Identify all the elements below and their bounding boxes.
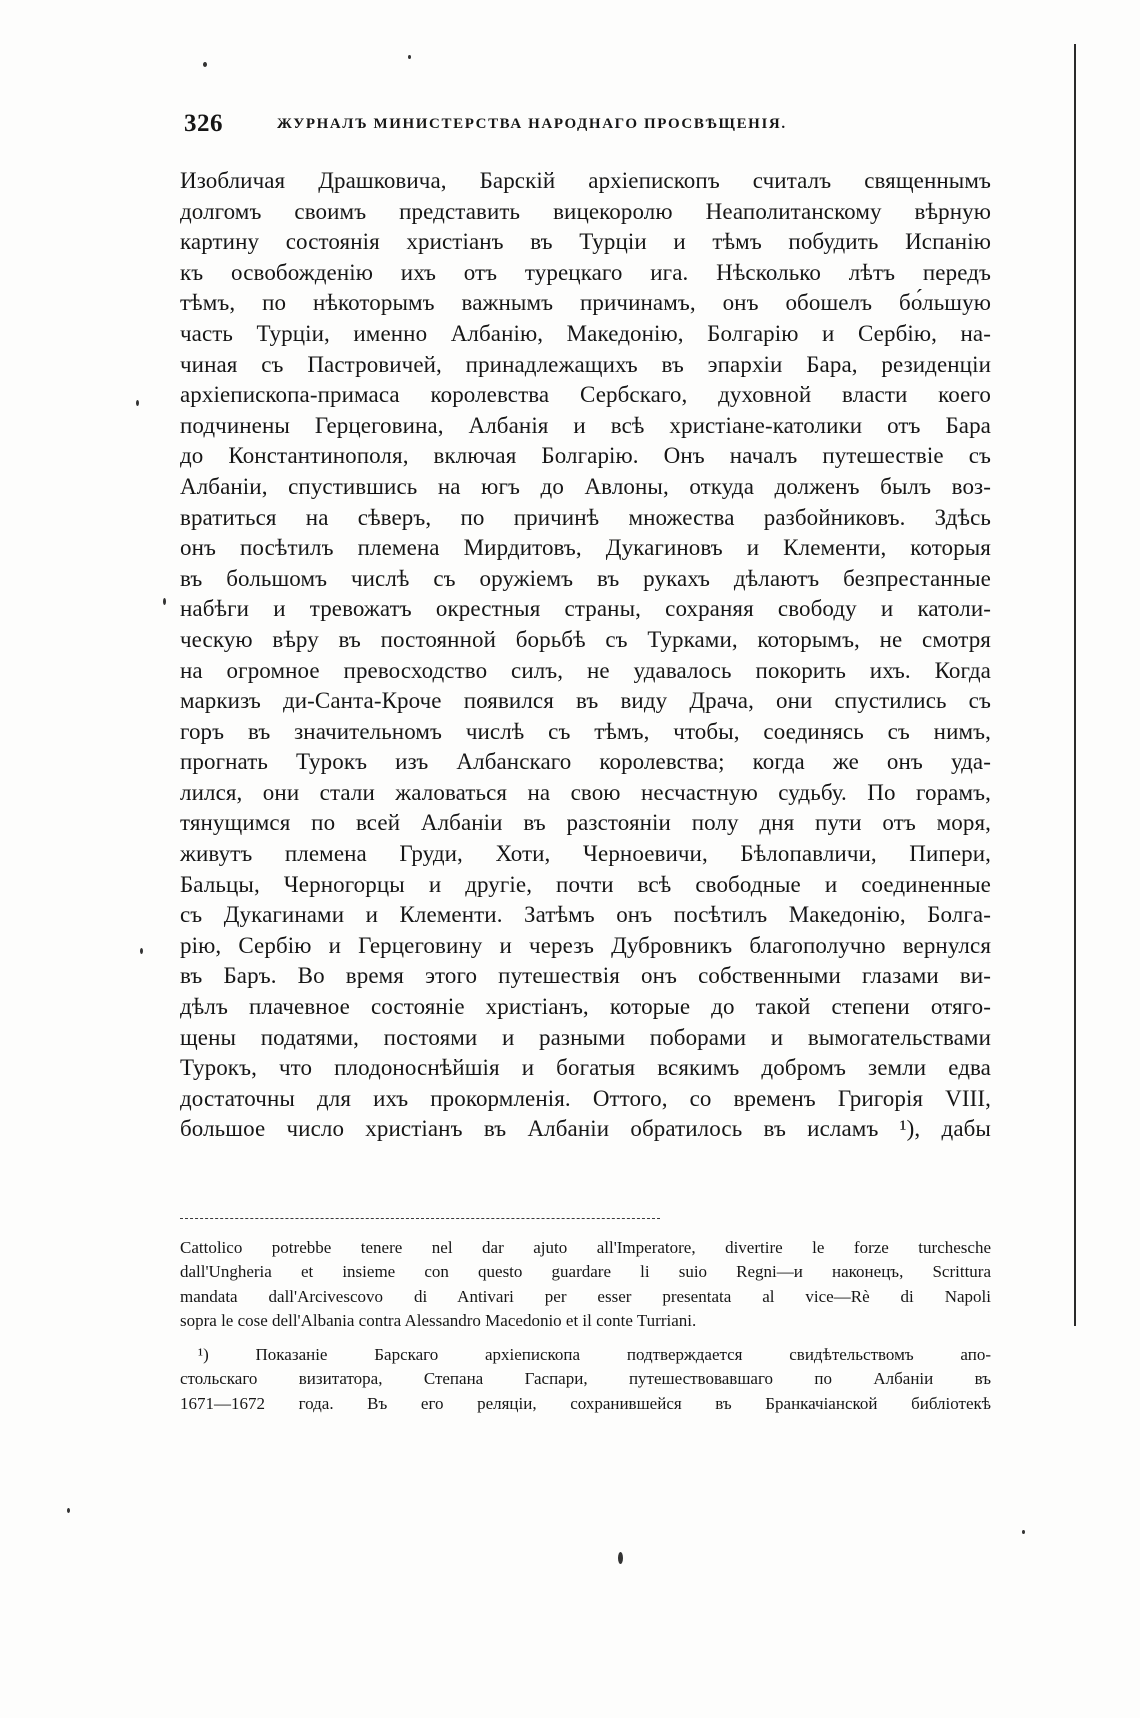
footnote-gap: [180, 1333, 991, 1343]
page-number: 326: [184, 110, 223, 137]
footnote-continuation-line: sopra le cose dell'Albania contra Alessandro Macedonio et il conte Turriani.: [180, 1310, 697, 1330]
footnote-line: стольскаго визитатора, Степана Гаспари, путешествовавшаго по Албаніи въ: [180, 1369, 991, 1389]
body-line: подчинены Герцеговина, Албанія и всѣ христіане-католики отъ Бара: [180, 412, 991, 438]
body-line: Бальцы, Черногорцы и другіе, почти всѣ свободные и соединенные: [180, 871, 991, 897]
body-line: долгомъ своимъ представить вицекоролю Неаполитанскому вѣрную: [180, 198, 991, 224]
body-line: вратиться на сѣверъ, по причинѣ множества разбойниковъ. Здѣсь: [180, 504, 991, 530]
body-line: въ большомъ числѣ съ оружіемъ въ рукахъ дѣлаютъ безпрестанные: [180, 565, 991, 591]
footnote-line: ¹) Показаніе Барскаго архіепископа подтверждается свидѣтельствомъ апо-: [198, 1345, 991, 1365]
body-line: архіепископа-примаса королевства Сербскаго, духовной власти коего: [180, 382, 991, 408]
footnotes: [180, 1236, 991, 1416]
body-line: живутъ племена Груди, Хоти, Черноевичи, Бѣлопавличи, Пипери,: [180, 841, 991, 867]
page-edge-line: [1074, 44, 1076, 1326]
body-line: тѣмъ, по нѣкоторымъ важнымъ причинамъ, онъ обошелъ бо́льшую: [180, 290, 991, 316]
body-line: картину состоянія христіанъ въ Турціи и тѣмъ побудить Испанію: [180, 229, 991, 255]
page-header: [184, 110, 989, 144]
running-title: ЖУРНАЛЪ МИНИСТЕРСТВА НАРОДНАГО ПРОСВѢЩЕНІЯ.: [277, 116, 787, 132]
body-line: достаточны для ихъ прокормленія. Оттого, со временъ Григорія VIII,: [180, 1085, 991, 1111]
scan-speck: [67, 1508, 70, 1513]
body-line: лился, они стали жаловаться на свою несчастную судьбу. По горамъ,: [180, 779, 991, 805]
body-line: часть Турціи, именно Албанію, Македонію, Болгарію и Сербію, на-: [180, 320, 991, 346]
body-line: чиная съ Пастровичей, принадлежащихъ въ эпархіи Бара, резиденціи: [180, 351, 991, 377]
body-line: Изобличая Драшковича, Барскій архіепископъ считалъ священнымъ: [180, 168, 991, 193]
body-line: на огромное превосходство силъ, не удавалось покорить ихъ. Когда: [180, 657, 991, 683]
body-line: рію, Сербію и Герцеговину и черезъ Дубровникъ благополучно вернулся: [180, 932, 991, 958]
footnote-line: 1671—1672 года. Въ его реляціи, сохранившейся въ Бранкачіанской библіотекѣ: [180, 1393, 991, 1413]
body-line: горъ въ значительномъ числѣ съ тѣмъ, чтобы, соединясь съ нимъ,: [180, 718, 991, 744]
scan-speck: [203, 62, 207, 67]
body-line: маркизъ ди-Санта-Кроче появился въ виду Драча, они спустились съ: [180, 688, 991, 714]
scan-speck: [163, 598, 166, 605]
scan-speck: [140, 948, 143, 954]
body-line: ческую вѣру въ постоянной борьбѣ съ Турками, которымъ, не смотря: [180, 626, 991, 652]
body-line: до Константинополя, включая Болгарію. Онъ началъ путешествіе съ: [180, 443, 991, 469]
body-line: Албаніи, спустившись на югъ до Авлоны, откуда долженъ былъ воз-: [180, 473, 991, 499]
body-line: набѣги и тревожатъ окрестныя страны, сохраняя свободу и католи-: [180, 596, 991, 622]
body-line: въ Баръ. Во время этого путешествія онъ собственными глазами ви-: [180, 963, 991, 989]
body-line: дѣлъ плачевное состояніе христіанъ, которые до такой степени отяго-: [180, 994, 991, 1020]
scan-speck: [408, 55, 411, 59]
footnote-continuation-line: dall'Ungheria et insieme con questo guardare li suio Regni—и наконецъ, Scrittura: [180, 1262, 991, 1282]
scan-speck: [1022, 1530, 1025, 1534]
body-line: къ освобожденію ихъ отъ турецкаго ига. Нѣсколько лѣтъ передъ: [180, 259, 991, 285]
footnote-continuation-line: mandata dall'Arcivescovo di Antivari per esser presentata al vice—Rè di Napoli: [180, 1286, 991, 1306]
footnote-continuation-line: Cattolico potrebbe tenere nel dar ajuto all'Imperatore, divertire le forze turchesche: [180, 1238, 991, 1257]
body-line: Турокъ, что плодоноснѣйшія и богатыя всякимъ добромъ земли едва: [180, 1055, 991, 1081]
body-line: съ Дукагинами и Клементи. Затѣмъ онъ посѣтилъ Македонію, Болга-: [180, 902, 991, 928]
body-line: прогнать Турокъ изъ Албанскаго королевства; когда же онъ уда-: [180, 749, 991, 775]
body-line: щены податями, постоями и разными поборами и вымогательствами: [180, 1024, 991, 1050]
footnote-separator: [180, 1218, 660, 1219]
scan-speck: [618, 1552, 623, 1564]
body-line: большое число христіанъ въ Албаніи обратилось въ исламъ ¹), дабы: [180, 1116, 991, 1142]
body-line: тянущимся по всей Албаніи въ разстояніи полу дня пути отъ моря,: [180, 810, 991, 836]
body-text: [180, 166, 991, 1145]
scan-speck: [136, 400, 139, 406]
body-line: онъ посѣтилъ племена Мирдитовъ, Дукагиновъ и Клементи, которыя: [180, 535, 991, 561]
